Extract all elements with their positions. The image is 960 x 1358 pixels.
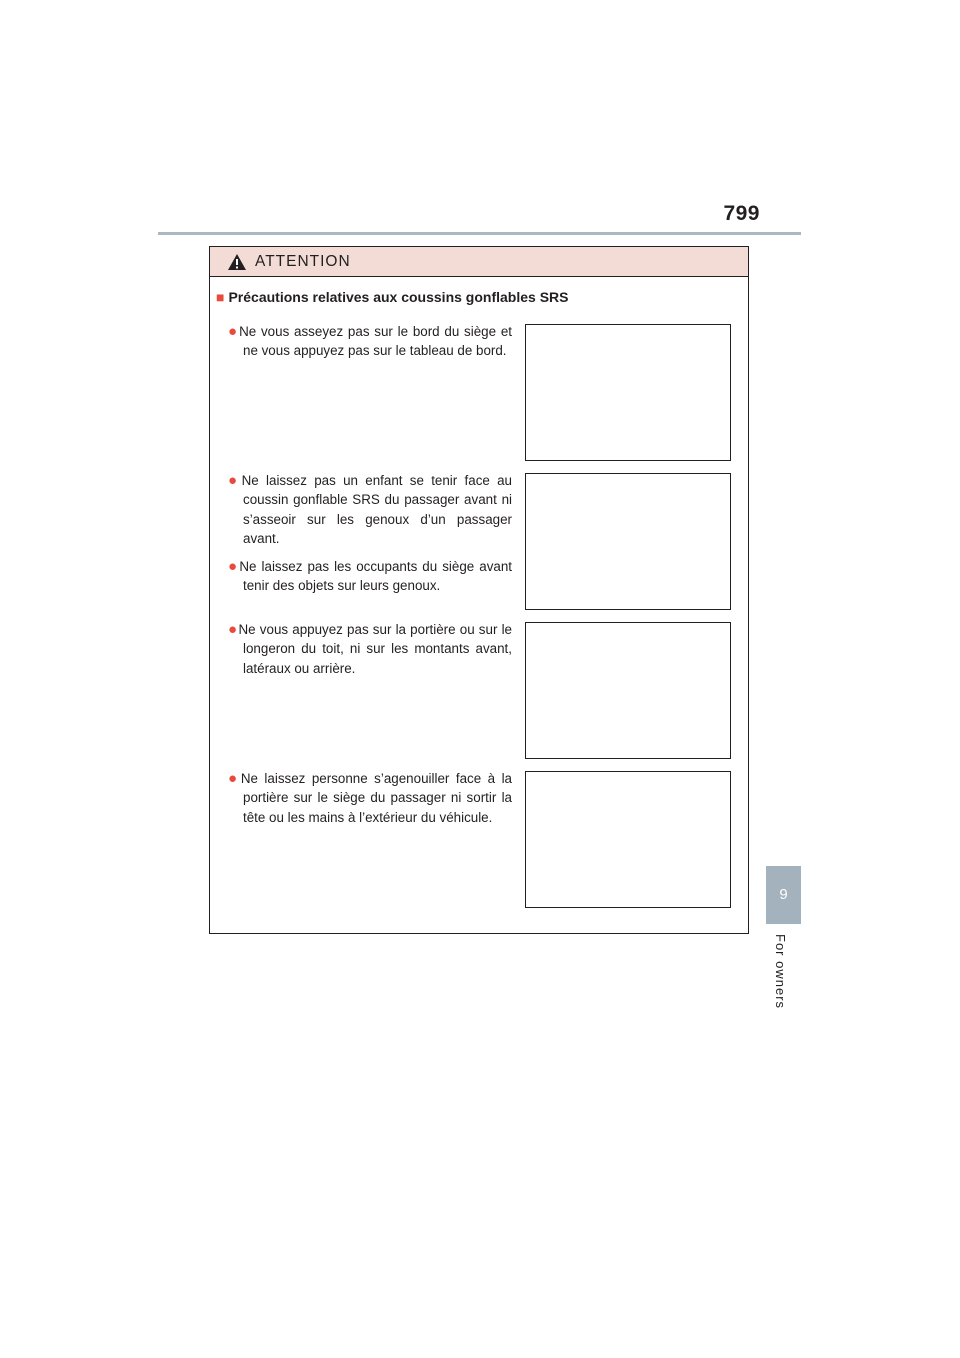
list-item: ●Ne laissez pas les occupants du siège avant tenir des objets sur leurs genoux.	[228, 557, 512, 594]
red-dot-bullet-icon: ●	[228, 323, 239, 340]
illustration-figure-2	[525, 473, 731, 610]
caution-group-2	[228, 471, 512, 595]
warning-triangle-icon	[227, 253, 247, 271]
red-square-icon: ■	[216, 289, 225, 305]
red-dot-bullet-icon: ●	[228, 557, 239, 575]
chapter-tab: 9	[766, 866, 801, 924]
red-dot-bullet-icon: ●	[228, 621, 238, 638]
caution-group-3	[228, 620, 512, 678]
chapter-label: For owners	[773, 934, 788, 1010]
caution-header	[210, 247, 748, 277]
list-item: ●Ne laissez pas un enfant se tenir face au coussin gonflable SRS du passager avant ni s’asseoir sur les genoux d’un passager avant.	[228, 472, 513, 547]
section-heading-text: Précautions relatives aux coussins gonflables SRS	[228, 289, 569, 305]
caution-title: ATTENTION	[255, 252, 351, 270]
red-dot-bullet-icon: ●	[228, 770, 240, 787]
illustration-figure-3	[525, 622, 731, 759]
caution-group-4	[228, 769, 512, 827]
page-number: 799	[723, 202, 760, 225]
section-heading	[216, 289, 568, 305]
illustration-figure-4	[525, 771, 731, 908]
caution-box	[209, 246, 749, 934]
header-rule	[158, 232, 801, 235]
list-item: ●Ne laissez personne s’agenouiller face à la portière sur le siège du passager ni sortir la tête ou les mains à l’extérieur du véhicule.	[228, 770, 512, 825]
caution-group-1	[228, 322, 512, 361]
red-dot-bullet-icon: ●	[228, 472, 241, 489]
illustration-figure-1	[525, 324, 731, 461]
list-item: ●Ne vous appuyez pas sur la portière ou sur le longeron du toit, ni sur les montants avant, latéraux ou arrière.	[228, 621, 512, 676]
list-item: ●Ne vous asseyez pas sur le bord du siège et ne vous appuyez pas sur le tableau de bord.	[228, 323, 513, 359]
